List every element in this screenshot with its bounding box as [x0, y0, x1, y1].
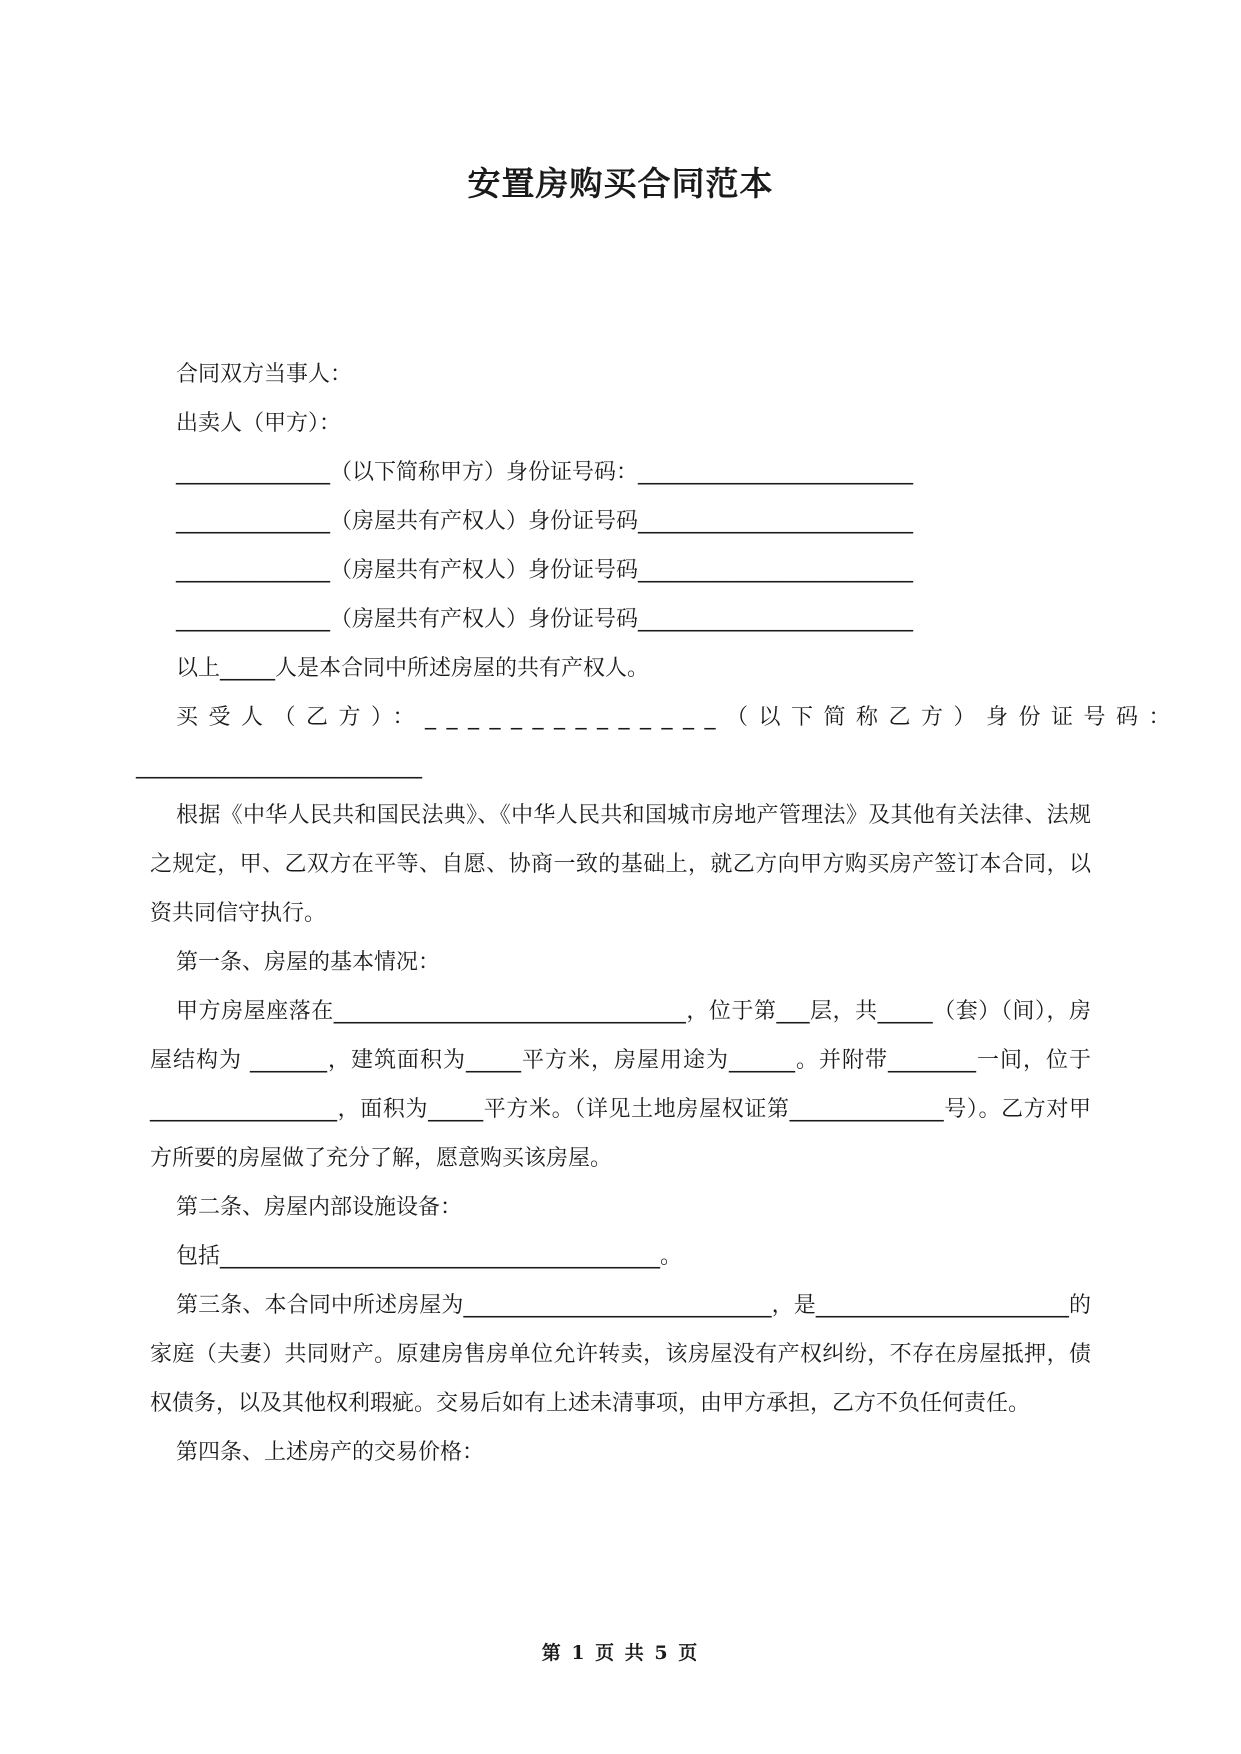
document-title: 安置房购买合同范本	[467, 164, 774, 203]
paragraph-co-owner-2: ______________（房屋共有产权人）身份证号码_________________________	[176, 558, 914, 583]
article-4-heading: 第四条、上述房产的交易价格：	[176, 1440, 485, 1465]
paragraph-co-owner-1: ______________（房屋共有产权人）身份证号码_________________________	[176, 509, 914, 534]
paragraph-co-owner-3: ______________（房屋共有产权人）身份证号码_________________________	[176, 607, 914, 632]
article-2-heading: 第二条、房屋内部设施设备：	[176, 1195, 463, 1220]
document-body	[136, 350, 1182, 1477]
paragraph-buyer: 买受人（乙方）：______________（以下简称乙方）身份证号码：	[176, 705, 1182, 730]
article-2-body: 包括________________________________________。	[176, 1244, 683, 1269]
page-footer: 第 1 页 共 5 页	[541, 1642, 700, 1664]
paragraph-seller: 出卖人（甲方）：	[176, 411, 342, 436]
article-1-body: 甲方房屋座落在________________________________，位于第___层，共_____（套）（间），房屋结构为 _______，建筑面积为_____平方米，房屋用途为______。并附带________一间，位于 _________________，面积为_____平方米。（详见土地房屋权证第______________号）。乙方对甲方所要的房屋做了充分了解，愿意购买该房屋。	[150, 999, 1091, 1171]
paragraph-buyer-id-blank: __________________________	[136, 754, 422, 779]
paragraph-seller-id: ______________（以下简称甲方）身份证号码：_________________________	[176, 460, 914, 485]
paragraph-co-owners-count: 以上_____人是本合同中所述房屋的共有产权人。	[176, 656, 650, 681]
article-3-body: 第三条、本合同中所述房屋为____________________________，是_______________________的家庭（夫妻）共同财产。原建房售房单位允许转卖，该房屋没有产权纠纷，不存在房屋抵押，债权债务，以及其他权利瑕疵。交易后如有上述未清事项，由甲方承担，乙方不负任何责任。	[150, 1293, 1091, 1416]
paragraph-legal-basis: 根据《中华人民共和国民法典》、《中华人民共和国城市房地产管理法》及其他有关法律、法规之规定，甲、乙双方在平等、自愿、协商一致的基础上，就乙方向甲方购买房产签订本合同，以资共同信守执行。	[150, 803, 1091, 926]
paragraph-parties: 合同双方当事人：	[176, 362, 353, 387]
article-1-heading: 第一条、房屋的基本情况：	[176, 950, 441, 975]
